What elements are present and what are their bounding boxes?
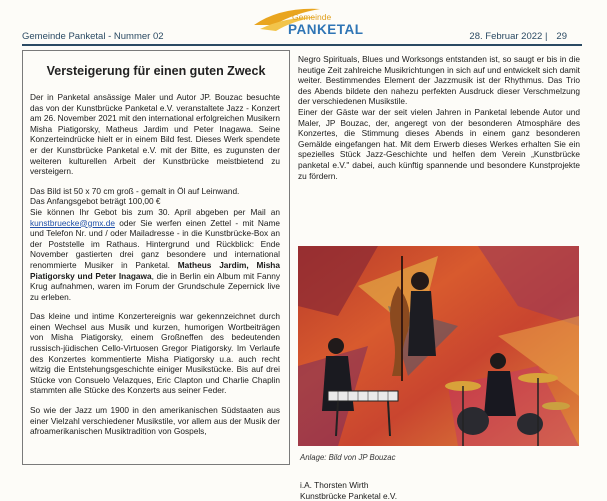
article-title: Versteigerung für einen guten Zweck [46, 64, 266, 78]
paragraph-auction [30, 186, 280, 303]
logo-text-panketal: PANKETAL [288, 22, 364, 37]
issue-date: 28. Februar 2022 | [469, 31, 548, 42]
painting-size: Das Bild ist 50 x 70 cm groß - gemalt in Öl auf Leinwand. [30, 185, 240, 196]
starting-bid: Das Anfangsgebot beträgt 100,00 € [30, 196, 161, 207]
author-organization: Kunstbrücke Panketal e.V. [300, 491, 398, 501]
bid-instructions: Sie können Ihr Gebot bis zum 30. April abgeben per Mail an [30, 206, 280, 217]
painting-image [298, 246, 579, 446]
header-divider [22, 44, 582, 46]
article-left-column [22, 50, 290, 470]
publication-name: Gemeinde Panketal - Nummer 02 [22, 31, 164, 42]
bid-instructions-cont: oder Sie werfen einen Zettel - mit Name und Telefon Nr. und / oder Mailadresse - in die Kunstbrücke-Box an der Poststelle im Rathaus. Hintergrund und Rückblick: [30, 217, 280, 249]
paragraph-jazz-history: So wie der Jazz um 1900 in den amerikanischen Südstaaten aus einer Vielzahl verschiedener Musikstile, vor allem aus der Musik der afroamerikanischen Musiktradition von Gospels, [30, 405, 280, 437]
author-name: i.A. Thorsten Wirth [300, 480, 369, 490]
header-meta [469, 31, 567, 42]
paragraph-artist: Einer der Gäste war der seit vielen Jahren in Panketal lebende Autor und Maler, JP Bouzac, der, angeregt von der besonderen Atmosphäre des Konzertes, die Stimmung dieses Abends in einem ganz besonderen Gemälde eingefangen hat. Mit dem Erwerb dieses Werkes erhalten Sie ein spezielles Stück Jazz-Geschichte und helfen dem Verein „Kunstbrücke panketal e.V." dabei, auch künftig spannende und besondere Kunstprojekte zu fördern. [298, 106, 580, 181]
paragraph-concert: Das kleine und intime Konzertereignis war gekennzeichnet durch einen Wechsel aus Musik und kurzen, humorigen Wortbeiträgen von Misha Piatigorsky, einem Großneffen des bedeutenden russisch-jüdischen Cello-Virtuosen Gregor Piatigorsky. Im Verlaufe des Konzertes kommentierte Misha Piatigorsky u.a. auch recht witzig die Entstehungsgeschichte einiger Musikstücke. Bis auf drei Stücke von Consuelo Velazques, Eric Clapton und Charlie Chaplin stammten alle Stücke des Konzerts aus seiner Feder. [30, 311, 280, 396]
musician-names: Matheus Jardim, Misha Piatigorsky und Peter Inagawa [30, 259, 280, 281]
article-right-column [298, 50, 588, 501]
logo-text-gemeinde: Gemeinde [292, 12, 332, 22]
concert-intro: Ende November gastierten drei ganz besondere und international renommierte Musiker in Panketal. [30, 238, 280, 270]
article-body-left [30, 92, 280, 446]
concert-details: , die in Berlin ein Album mit Fanny Krug aufnahmen, waren im Forum der Grundschule Zepernick live zu erleben. [30, 270, 280, 302]
paragraph-intro: Der in Panketal ansässige Maler und Autor JP. Bouzac besuchte das von der Kunstbrücke Panketal e.V. veranstaltete Jazz - Konzert am 26. November 2021 mit den international erfolgreichen Musikern Misha Piatigorsky, Matheus Jardim und Peter Inagawa. Seine Konzerteindrücke hielt er in einem Bild fest. Dieses Werk spendete er der Kunstbrücke Panketal e.V. mit der Bitte, es zugunsten der weiteren kulturellen Arbeit der Kunstbrücke meistbietend zu versteigern. [30, 92, 280, 177]
email-link[interactable]: kunstbruecke@gmx.de [30, 217, 115, 228]
article-body-right [298, 54, 580, 181]
image-caption: Anlage: Bild von JP Bouzac [300, 453, 396, 462]
page-number: 29 [556, 31, 567, 42]
paragraph-jazz-styles: Negro Spirituals, Blues und Worksongs entstanden ist, so saugt er bis in die heutige Zeit zahlreiche Musikrichtungen in sich auf und entwickelt sich damit weiter. Bestimmendes Element der Jazzmusik ist der Rhythmus. Das Trio des Abends bildete den nahezu perfekten Ausdruck dieser Verschmelzung der verschiedenen Musikstile. [298, 54, 580, 107]
